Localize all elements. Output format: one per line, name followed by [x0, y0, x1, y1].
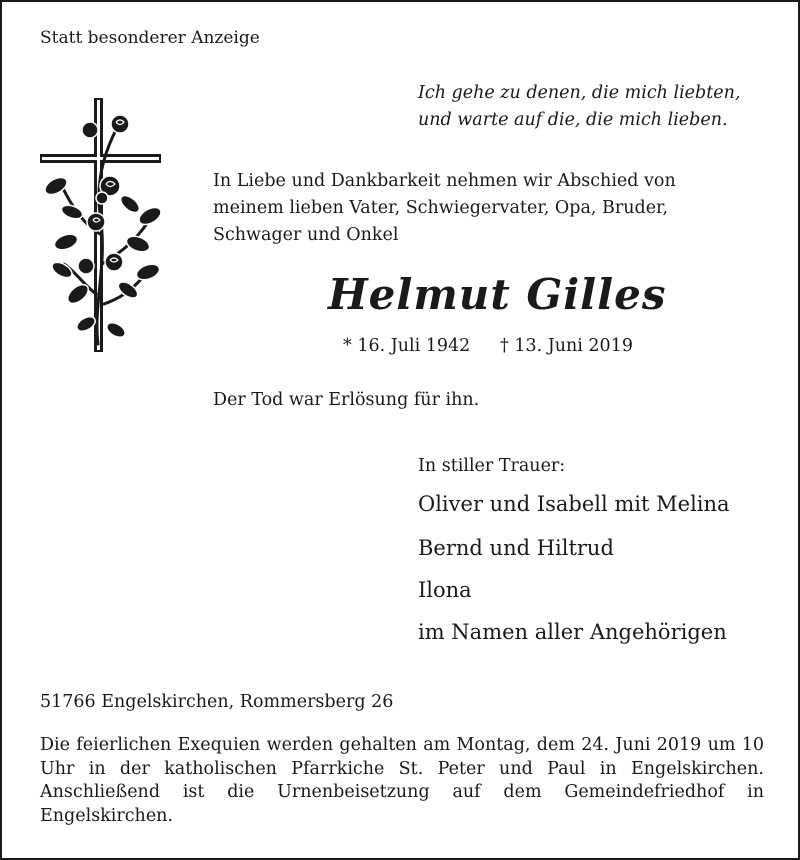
farewell-text: [213, 168, 676, 249]
farewell-line-2: meinem lieben Vater, Schwiegervater, Opa, Bruder,: [213, 198, 669, 218]
motto-line-1: Ich gehe zu denen, die mich liebten,: [418, 83, 741, 103]
death-date: † 13. Juni 2019: [500, 336, 633, 356]
family-address: 51766 Engelskirchen, Rommersberg 26: [40, 692, 394, 712]
farewell-line-3: Schwager und Onkel: [213, 225, 399, 245]
birth-date: * 16. Juli 1942: [343, 336, 471, 356]
mourner-name: Ilona: [418, 578, 472, 602]
funeral-details: Die feierlichen Exequien werden gehalten am Montag, dem 24. Juni 2019 um 10 Uhr in der katholischen Pfarrkiche St. Peter und Paul in Engelskirchen. Anschließend ist die Urnenbeisetzung auf dem Gemeindefriedhof in Engelskirchen.: [40, 735, 764, 826]
motto-line-2: und warte auf die, die mich lieben.: [418, 110, 728, 130]
release-note: Der Tod war Erlösung für ihn.: [213, 390, 480, 410]
motto-quote: [418, 80, 740, 134]
mourner-name: Oliver und Isabell mit Melina: [418, 492, 730, 516]
cross-with-roses-icon: [38, 94, 164, 356]
mourner-name: im Namen aller Angehörigen: [418, 620, 727, 644]
mourning-label: In stiller Trauer:: [418, 456, 566, 476]
deceased-name: Helmut Gilles: [328, 270, 667, 319]
notice-header: Statt besonderer Anzeige: [40, 28, 260, 48]
mourner-name: Bernd und Hiltrud: [418, 536, 614, 560]
farewell-line-1: In Liebe und Dankbarkeit nehmen wir Abschied von: [213, 171, 676, 191]
